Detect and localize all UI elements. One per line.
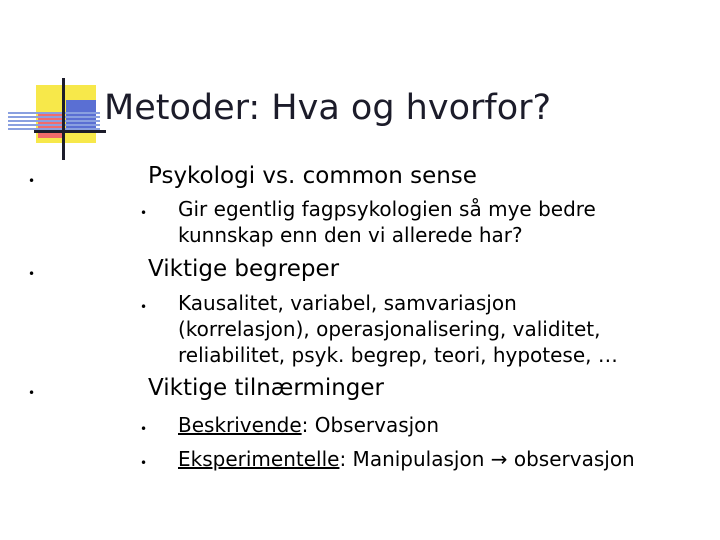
list-item-line: kunnskap enn den vi allerede har? (178, 223, 523, 247)
logo-vertical-line (62, 78, 65, 160)
logo-horizontal-line (34, 130, 106, 133)
list-item-line: Gir egentlig fagpsykologien så mye bedre (178, 197, 596, 221)
list-item-line: Kausalitet, variabel, samvariasjon (178, 291, 517, 315)
bullet: • (140, 300, 148, 314)
term-underlined: Beskrivende (178, 413, 302, 437)
term-separator: : (301, 413, 309, 437)
bullet: • (28, 267, 36, 281)
bullet: • (28, 386, 36, 400)
term-underlined: Eksperimentelle (178, 447, 340, 471)
section-heading: Viktige tilnærminger (148, 375, 384, 401)
item-text: Manipulasjon (346, 447, 485, 471)
logo-decoration (0, 0, 110, 170)
term-separator: : (339, 447, 347, 471)
list-item (178, 412, 439, 438)
item-text: observasjon (507, 447, 635, 471)
section-heading: Viktige begreper (148, 256, 340, 282)
logo-stripes (8, 112, 100, 132)
slide-title: Metoder: Hva og hvorfor? (104, 88, 552, 128)
list-item-line: (korrelasjon), operasjonalisering, validitet, (178, 317, 601, 341)
bullet: • (140, 456, 148, 470)
bullet: • (140, 206, 148, 220)
section-heading: Psykologi vs. common sense (148, 163, 477, 189)
list-item-line: reliabilitet, psyk. begrep, teori, hypotese, … (178, 343, 618, 367)
arrow-right-icon: → (490, 447, 508, 471)
item-text: Observasjon (308, 413, 440, 437)
list-item (178, 446, 635, 472)
bullet: • (28, 174, 36, 188)
bullet: • (140, 422, 148, 436)
